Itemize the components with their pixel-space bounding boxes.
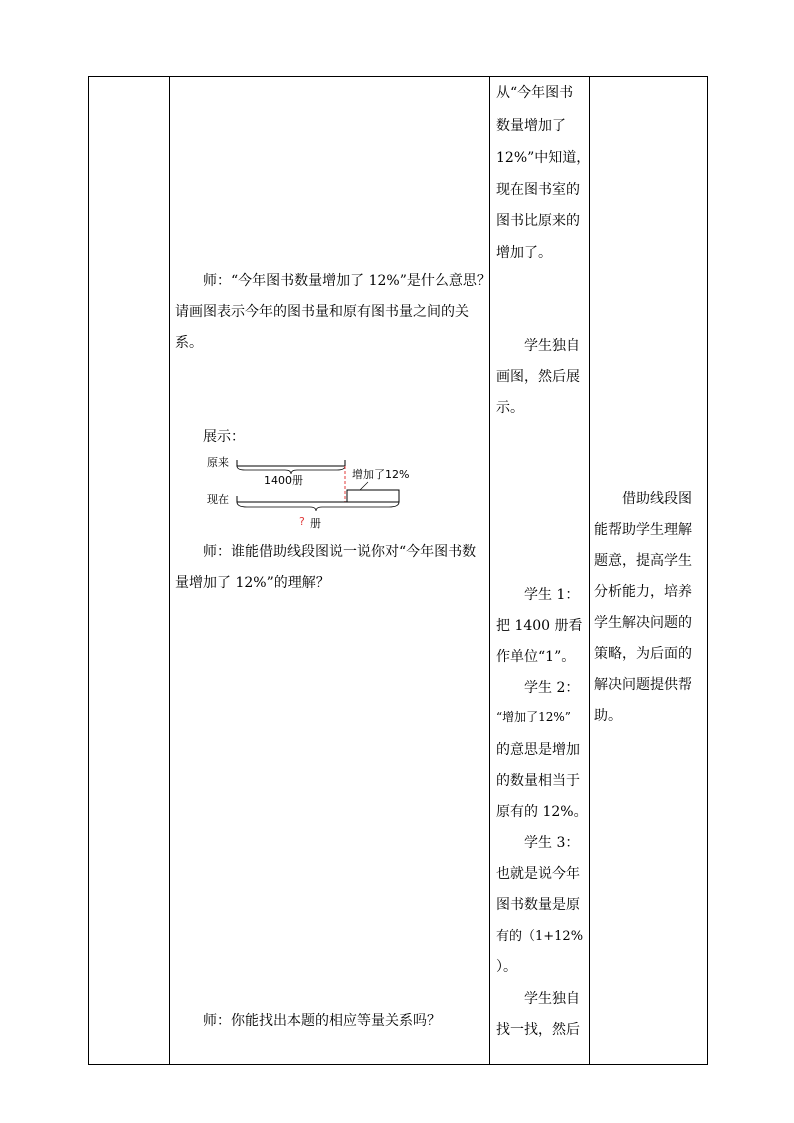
column-divider xyxy=(169,77,170,1064)
student-text: 现在图书室的 xyxy=(496,182,580,198)
student-text: 的数量相当于 xyxy=(496,773,580,789)
student-text: 有的（1+12% xyxy=(496,929,584,944)
student-text: 找一找，然后 xyxy=(496,1022,580,1038)
diagram-lines xyxy=(200,452,410,532)
now-segment xyxy=(237,496,399,502)
original-segment xyxy=(237,460,345,466)
original-brace xyxy=(237,466,345,474)
student-text: 原有的 12%。 xyxy=(496,804,588,820)
student-text: “增加了12%” xyxy=(496,710,571,724)
intent-text: 分析能力，培养 xyxy=(594,584,692,600)
column-divider xyxy=(589,77,590,1064)
student-text: 把 1400 册看 xyxy=(496,618,583,634)
student-text: 示。 xyxy=(496,400,524,416)
student-text: 学生独自 xyxy=(524,991,580,1007)
student-text: 作单位“1”。 xyxy=(496,649,576,665)
teacher-question-3: 师：你能找出本题的相应等量关系吗？ xyxy=(203,1013,441,1029)
student-text: 12%”中知道， xyxy=(496,150,591,166)
intent-text: 策略，为后面的 xyxy=(594,646,692,662)
student-text: 学生 2： xyxy=(524,680,580,696)
student-text: 数量增加了 xyxy=(496,118,566,134)
intent-text: 学生解决问题的 xyxy=(594,615,692,631)
teacher-question-1-line1: 师：“今年图书数量增加了 12%”是什么意思？ xyxy=(203,273,491,289)
intent-text: 借助线段图 xyxy=(622,491,692,507)
show-label: 展示： xyxy=(203,429,245,445)
intent-text: 题意，提高学生 xyxy=(594,553,692,569)
student-text: 学生 3： xyxy=(524,835,580,851)
diagram-label-ce: 册 xyxy=(310,517,321,530)
student-text: 画图，然后展 xyxy=(496,369,580,385)
student-text: 的意思是增加 xyxy=(496,742,580,758)
diagram-label-original: 原来 xyxy=(207,456,229,469)
student-text: 图书数量是原 xyxy=(496,897,580,913)
diagram-label-now: 现在 xyxy=(207,493,229,506)
teacher-question-1-line3: 系。 xyxy=(175,335,203,351)
intent-text: 能帮助学生理解 xyxy=(594,522,692,538)
student-text: 图书比原来的 xyxy=(496,213,580,229)
student-text: 增加了。 xyxy=(496,245,552,261)
student-text: ）。 xyxy=(496,959,517,975)
lesson-table xyxy=(88,76,708,1065)
student-text: 从“今年图书 xyxy=(496,85,574,101)
intent-text: 助。 xyxy=(594,708,622,724)
diagram-label-1400: 1400册 xyxy=(264,474,303,487)
teacher-question-2-line2: 量增加了 12%”的理解？ xyxy=(175,575,330,591)
student-text: 学生 1： xyxy=(524,587,580,603)
diagram-label-increase: 增加了12% xyxy=(352,468,410,481)
teacher-question-1-line2: 请画图表示今年的图书量和原有图书量之间的关 xyxy=(175,304,469,320)
line-segment-diagram xyxy=(200,452,410,532)
increase-segment xyxy=(347,490,399,502)
student-text: 学生独自 xyxy=(524,338,580,354)
student-text: 也就是说今年 xyxy=(496,866,580,882)
diagram-question-mark: ? xyxy=(299,515,305,528)
column-divider xyxy=(489,77,490,1064)
now-brace xyxy=(237,502,399,511)
teacher-question-2-line1: 师：谁能借助线段图说一说你对“今年图书数 xyxy=(203,544,477,560)
intent-text: 解决问题提供帮 xyxy=(594,677,692,693)
